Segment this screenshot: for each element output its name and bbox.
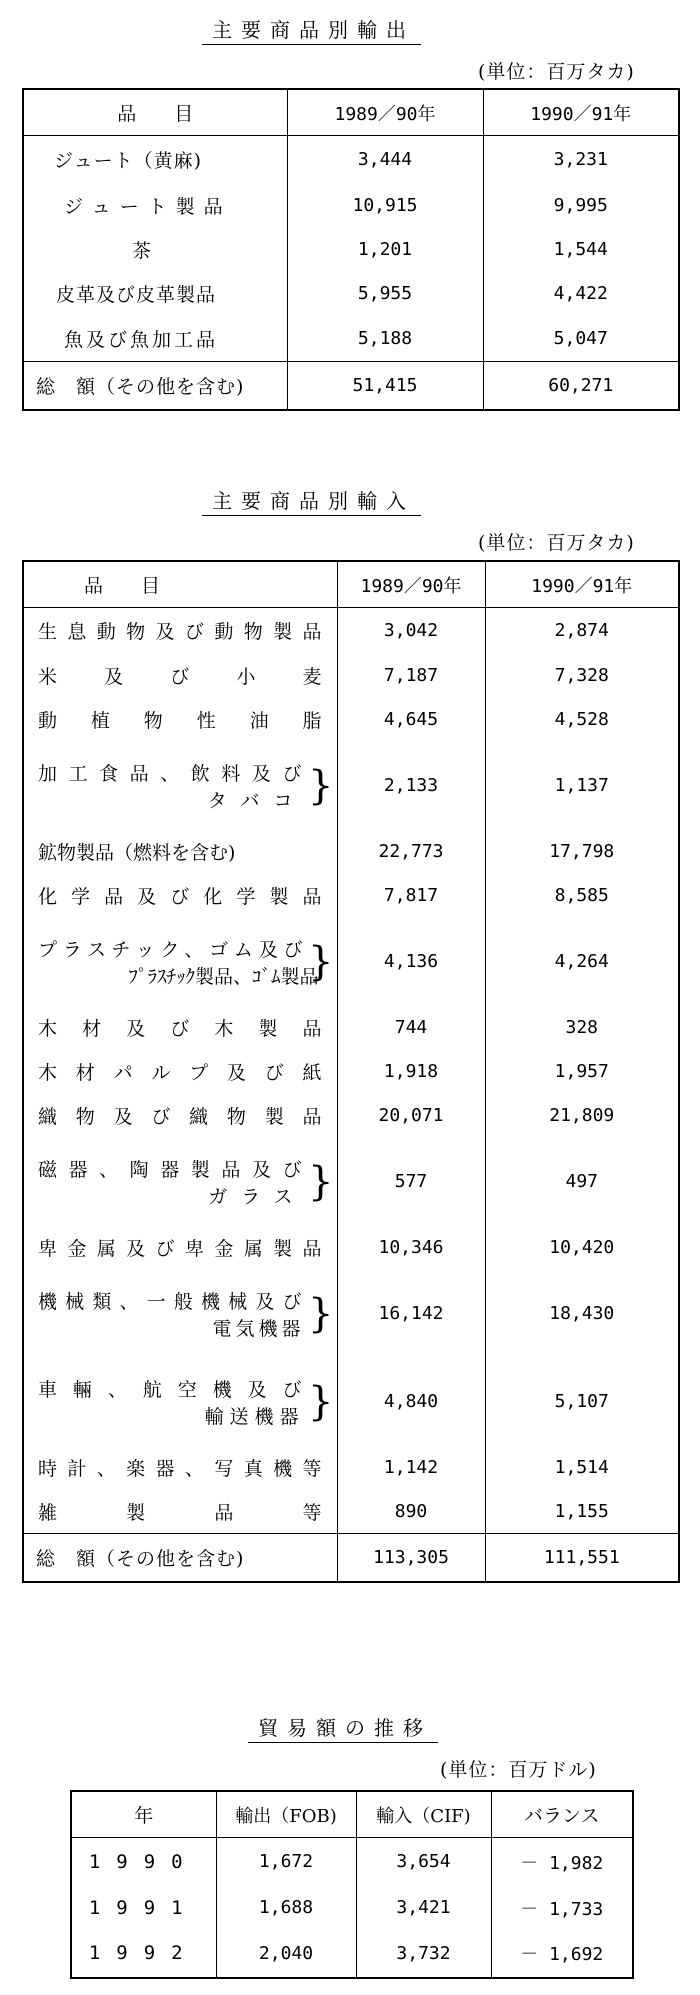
total-y1: 113,305 [337, 1534, 485, 1583]
total-y2: 60,271 [483, 362, 679, 411]
table-row [23, 1446, 679, 1490]
import-unit: (単位：百万タカ) [478, 532, 635, 554]
item-label: 動植物性油脂 [23, 698, 337, 742]
item-label: プラスチック、ゴム及び ﾌﾟﾗｽﾁｯｸ製品、ｺﾞﾑ製品 } [23, 918, 337, 1006]
year-cell: 1990 [71, 1838, 216, 1886]
value-y1: 22,773 [337, 830, 485, 874]
table-row [23, 1006, 679, 1050]
value-y2: 21,809 [485, 1094, 679, 1138]
table-row [23, 918, 679, 1006]
table-row [23, 742, 679, 830]
value-y2: 2,874 [485, 608, 679, 654]
value-y2: 18,430 [485, 1270, 679, 1358]
item-label: 皮革及び皮革製品 [23, 272, 287, 316]
item-label: 茶 [23, 228, 287, 272]
table-row [23, 1358, 679, 1446]
header-year1: 1989／90年 [337, 561, 485, 608]
value-y1: 20,071 [337, 1094, 485, 1138]
import-cell: 3,421 [356, 1886, 491, 1930]
header-balance: バランス [491, 1791, 633, 1838]
item-label: 木材及び木製品 [23, 1006, 337, 1050]
item-label: 織物及び織物製品 [23, 1094, 337, 1138]
value-y1: 1,201 [287, 228, 483, 272]
header-item: 品 目 [23, 561, 337, 608]
table-row [23, 830, 679, 874]
export-cell: 1,688 [216, 1886, 356, 1930]
header-year: 年 [71, 1791, 216, 1838]
header-year1: 1989／90年 [287, 89, 483, 136]
item-label: 生息動物及び動物製品 [23, 608, 337, 654]
table-row [23, 1226, 679, 1270]
value-y1: 890 [337, 1490, 485, 1534]
item-label: 化学品及び化学製品 [23, 874, 337, 918]
balance-cell: － 1,733 [491, 1886, 633, 1930]
table-row [23, 1270, 679, 1358]
brace-icon: } [308, 1378, 335, 1425]
value-y1: 10,346 [337, 1226, 485, 1270]
value-y1: 1,142 [337, 1446, 485, 1490]
table-row [23, 874, 679, 918]
value-y2: 328 [485, 1006, 679, 1050]
value-y2: 5,107 [485, 1358, 679, 1446]
value-y1: 3,444 [287, 136, 483, 184]
table-row [23, 1138, 679, 1226]
table-row [71, 1838, 633, 1886]
value-y1: 1,918 [337, 1050, 485, 1094]
value-y1: 7,187 [337, 654, 485, 698]
value-y2: 4,264 [485, 918, 679, 1006]
value-y2: 17,798 [485, 830, 679, 874]
brace-icon: } [308, 762, 335, 809]
export-cell: 2,040 [216, 1930, 356, 1978]
table-row [71, 1930, 633, 1978]
value-y2: 497 [485, 1138, 679, 1226]
year-cell: 1992 [71, 1930, 216, 1978]
table-row [23, 1490, 679, 1534]
value-y2: 1,155 [485, 1490, 679, 1534]
import-header-row [23, 561, 679, 608]
value-y1: 2,133 [337, 742, 485, 830]
item-label: ジュート（黄麻) [23, 136, 287, 184]
value-y1: 4,645 [337, 698, 485, 742]
value-y1: 5,955 [287, 272, 483, 316]
trade-title: 貿易額の推移 [248, 1712, 438, 1743]
header-import: 輸入（CIF) [356, 1791, 491, 1838]
table-row [23, 1050, 679, 1094]
brace-icon: } [308, 1158, 335, 1205]
export-total-row [23, 362, 679, 411]
import-cell: 3,732 [356, 1930, 491, 1978]
table-row [23, 272, 679, 316]
value-y2: 1,544 [483, 228, 679, 272]
total-y2: 111,551 [485, 1534, 679, 1583]
value-y2: 4,422 [483, 272, 679, 316]
value-y2: 8,585 [485, 874, 679, 918]
trade-table [70, 1790, 634, 1979]
item-label: 雑製品等 [23, 1490, 337, 1534]
header-year2: 1990／91年 [485, 561, 679, 608]
value-y1: 10,915 [287, 184, 483, 228]
import-table [22, 560, 680, 1583]
item-label: ジュート製品 [23, 184, 287, 228]
value-y2: 9,995 [483, 184, 679, 228]
value-y2: 10,420 [485, 1226, 679, 1270]
item-label: 魚及び魚加工品 [23, 316, 287, 362]
item-label: 米及び小麦 [23, 654, 337, 698]
balance-cell: － 1,982 [491, 1838, 633, 1886]
item-label: 鉱物製品（燃料を含む) [23, 830, 337, 874]
table-row [23, 698, 679, 742]
value-y1: 3,042 [337, 608, 485, 654]
value-y1: 16,142 [337, 1270, 485, 1358]
export-table [22, 88, 680, 411]
value-y2: 7,328 [485, 654, 679, 698]
table-row [23, 1094, 679, 1138]
balance-cell: － 1,692 [491, 1930, 633, 1978]
table-row [23, 136, 679, 184]
export-header-row [23, 89, 679, 136]
export-cell: 1,672 [216, 1838, 356, 1886]
table-row [23, 184, 679, 228]
item-label: 時計、楽器、写真機等 [23, 1446, 337, 1490]
value-y2: 1,514 [485, 1446, 679, 1490]
table-row [71, 1886, 633, 1930]
item-label: 木材パルプ及び紙 [23, 1050, 337, 1094]
value-y2: 1,137 [485, 742, 679, 830]
brace-icon: } [308, 938, 335, 985]
item-label: 卑金属及び卑金属製品 [23, 1226, 337, 1270]
item-label: 加工食品、飲料及び タバコ } [23, 742, 337, 830]
import-total-row [23, 1534, 679, 1583]
export-title: 主要商品別輸出 [202, 14, 421, 45]
export-unit: (単位：百万タカ) [478, 61, 635, 83]
trade-header-row [71, 1791, 633, 1838]
total-label: 総 額（その他を含む) [23, 362, 287, 411]
value-y2: 1,957 [485, 1050, 679, 1094]
item-label: 機械類、一般機械及び 電気機器 } [23, 1270, 337, 1358]
table-row [23, 654, 679, 698]
value-y2: 5,047 [483, 316, 679, 362]
value-y1: 577 [337, 1138, 485, 1226]
total-y1: 51,415 [287, 362, 483, 411]
table-row [23, 316, 679, 362]
total-label: 総 額（その他を含む) [23, 1534, 337, 1583]
value-y2: 3,231 [483, 136, 679, 184]
value-y1: 744 [337, 1006, 485, 1050]
brace-icon: } [308, 1290, 335, 1337]
table-row [23, 608, 679, 654]
header-export: 輸出（FOB) [216, 1791, 356, 1838]
value-y1: 4,136 [337, 918, 485, 1006]
value-y2: 4,528 [485, 698, 679, 742]
import-title: 主要商品別輸入 [202, 485, 421, 516]
value-y1: 4,840 [337, 1358, 485, 1446]
table-row [23, 228, 679, 272]
header-item: 品 目 [23, 89, 287, 136]
value-y1: 5,188 [287, 316, 483, 362]
trade-unit: (単位：百万ドル) [440, 1759, 597, 1781]
value-y1: 7,817 [337, 874, 485, 918]
header-year2: 1990／91年 [483, 89, 679, 136]
item-label: 磁器、陶器製品及び ガラス } [23, 1138, 337, 1226]
item-label: 車輛、航空機及び 輸送機器 } [23, 1358, 337, 1446]
import-cell: 3,654 [356, 1838, 491, 1886]
year-cell: 1991 [71, 1886, 216, 1930]
